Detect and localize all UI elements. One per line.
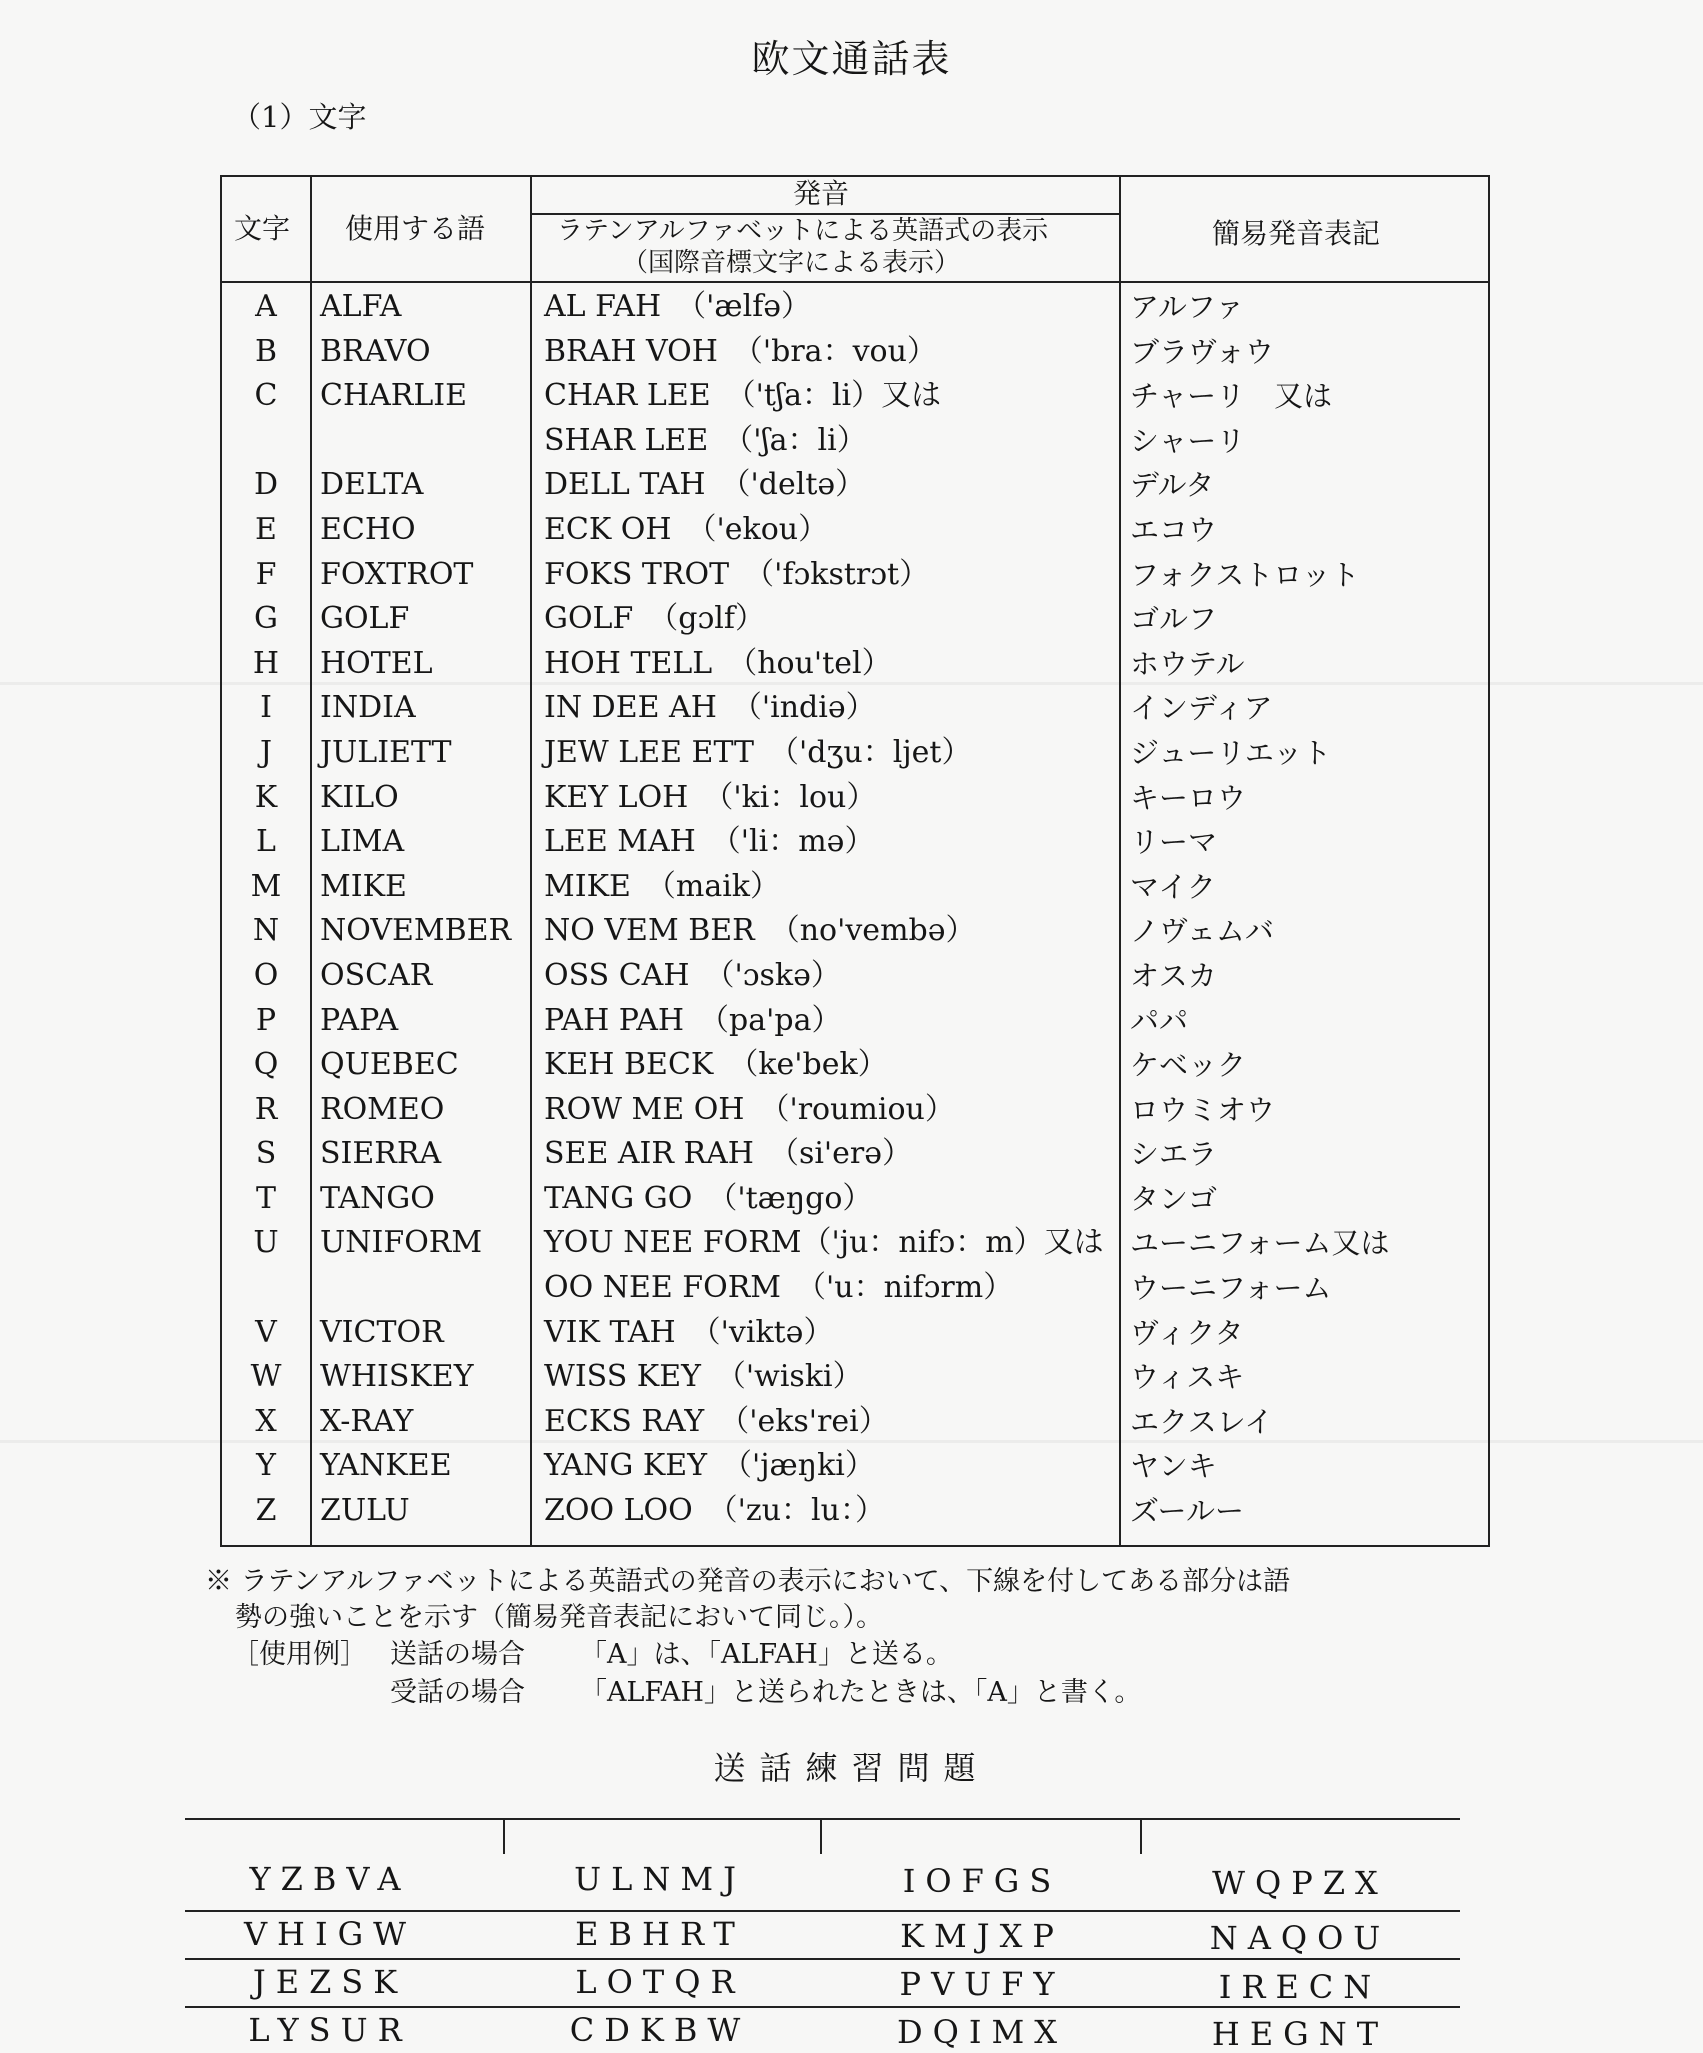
simplified-cell: ウィスキ — [1130, 1360, 1245, 1395]
table-row — [222, 1266, 1488, 1311]
pronunciation-cell: NO VEM BER （no'vembə） — [544, 913, 976, 949]
header-divider — [222, 281, 1488, 283]
word-cell: NOVEMBER — [320, 913, 512, 949]
simplified-cell: キーロウ — [1130, 780, 1247, 815]
receive-case-label: 受話の場合 — [390, 1677, 525, 1708]
table-row — [222, 1221, 1488, 1266]
letter-cell: U — [253, 1225, 279, 1261]
practice-rule — [185, 2006, 1460, 2008]
word-cell: OSCAR — [320, 957, 433, 993]
pronunciation-cell: HOH TELL （hou'tel） — [544, 645, 892, 681]
word-cell: YANKEE — [320, 1448, 452, 1484]
practice-cell: WQPZX — [1212, 1864, 1388, 1902]
letter-cell: J — [259, 734, 273, 770]
send-case-text: 「A」は、「ALFAH」と送る。 — [580, 1639, 953, 1670]
practice-cell: NAQOU — [1209, 1919, 1391, 1957]
letter-cell: O — [253, 957, 279, 993]
practice-cell: ULNMJ — [574, 1860, 746, 1898]
simplified-cell: ゴルフ — [1130, 602, 1218, 637]
letter-cell: A — [255, 289, 277, 324]
footnote-line: 勢の強いことを示す（簡易発音表記において同じ。）。 — [235, 1602, 883, 1633]
simplified-cell: パパ — [1130, 1003, 1189, 1038]
pronunciation-cell: ECKS RAY （'eks'rei） — [544, 1403, 889, 1439]
practice-cell: VHIGW — [243, 1915, 417, 1953]
table-row — [222, 597, 1488, 642]
pronunciation-cell: FOKS TROT （'fɔkstrɔt） — [544, 556, 930, 592]
simplified-cell: インディア — [1130, 691, 1273, 726]
word-cell: SIERRA — [320, 1136, 442, 1172]
practice-cell: CDKBW — [569, 2011, 751, 2049]
header-pronunciation: 発音 — [793, 177, 850, 210]
table-row — [222, 419, 1488, 464]
word-cell: CHARLIE — [320, 378, 468, 414]
practice-cell: JEZSK — [252, 1963, 408, 2001]
simplified-cell: ジューリエット — [1130, 735, 1332, 770]
letter-cell: S — [255, 1136, 277, 1172]
practice-cell: IOFGS — [902, 1862, 1062, 1900]
word-cell: INDIA — [320, 690, 416, 726]
pronunciation-cell: JEW LEE ETT （'dʒu：ljet） — [544, 734, 972, 770]
simplified-cell: エコウ — [1130, 512, 1218, 547]
footnote-line: ※ ラテンアルファベットによる英語式の発音の表示において、下線を付してある部分は語 — [205, 1566, 1291, 1597]
simplified-cell: ヤンキ — [1130, 1449, 1217, 1484]
header-simplified: 簡易発音表記 — [1212, 217, 1381, 250]
table-body — [222, 285, 1488, 1534]
letter-cell: G — [254, 601, 278, 637]
pronunciation-cell: KEY LOH （'ki：lou） — [544, 779, 877, 815]
practice-cell: LOTQR — [575, 1963, 745, 2001]
pronunciation-cell: LEE MAH （'li：mə） — [544, 824, 875, 860]
simplified-cell: タンゴ — [1130, 1181, 1218, 1216]
pronunciation-cell: ZOO LOO （'zu：lu：） — [544, 1493, 885, 1529]
section-label: （1）文字 — [232, 100, 367, 134]
letter-cell: W — [250, 1359, 282, 1395]
table-row — [222, 463, 1488, 508]
table-row — [222, 1311, 1488, 1356]
simplified-cell: ケベック — [1130, 1048, 1247, 1083]
simplified-cell: アルファ — [1130, 290, 1245, 324]
practice-cell: LYSUR — [248, 2011, 412, 2049]
practice-cell: EBHRT — [575, 1915, 745, 1953]
table-row — [222, 553, 1488, 598]
table-row — [222, 1444, 1488, 1489]
table-row — [222, 686, 1488, 731]
word-cell: JULIETT — [320, 734, 452, 770]
practice-cell: DQIMX — [896, 2013, 1068, 2051]
header-pronunciation-ipa: （国際音標文字による表示） — [622, 248, 961, 278]
receive-case-text: 「ALFAH」と送られたときは、「A」と書く。 — [580, 1677, 1142, 1708]
simplified-cell: シエラ — [1130, 1137, 1218, 1172]
footnote — [205, 1564, 1505, 1636]
letter-cell: M — [250, 868, 282, 904]
pronunciation-cell: ROW ME OH （'roumiou） — [544, 1091, 955, 1127]
letter-cell: V — [255, 1314, 277, 1350]
pronunciation-cell: YOU NEE FORM（'ju：nifɔ：m）又は — [544, 1225, 1104, 1261]
simplified-cell: ロウミオウ — [1130, 1092, 1276, 1127]
simplified-cell: シャーリ — [1130, 423, 1246, 458]
letter-cell: X — [255, 1403, 277, 1439]
letter-cell: N — [252, 913, 280, 949]
pronunciation-cell: PAH PAH （pa'pa） — [544, 1002, 842, 1038]
table-row — [222, 1355, 1488, 1400]
practice-cell: KMJXP — [900, 1917, 1064, 1955]
header-pronunciation-latin: ラテンアルファベットによる英語式の表示 — [557, 216, 1049, 246]
letter-cell: T — [255, 1180, 276, 1216]
pronunciation-cell: WISS KEY （'wiski） — [544, 1359, 863, 1395]
practice-title: 送話練習問題 — [713, 1749, 990, 1787]
word-cell: BRAVO — [320, 333, 431, 369]
word-cell: GOLF — [320, 601, 410, 637]
pronunciation-cell: BRAH VOH （'bra：vou） — [544, 333, 937, 369]
letter-cell: K — [254, 779, 278, 815]
word-cell: KILO — [320, 779, 399, 815]
simplified-cell: チャーリ 又は — [1130, 379, 1333, 414]
word-cell: MIKE — [320, 868, 407, 904]
letter-cell: P — [255, 1002, 277, 1038]
practice-column-tick — [503, 1820, 505, 1854]
table-row — [222, 1088, 1488, 1133]
letter-cell: Y — [256, 1448, 276, 1484]
practice-rule — [185, 1910, 1460, 1912]
table-row — [222, 865, 1488, 910]
simplified-cell: マイク — [1130, 869, 1216, 904]
pronunciation-cell: DELL TAH （'deltə） — [544, 467, 866, 503]
table-row — [222, 1177, 1488, 1222]
practice-rule — [185, 1958, 1460, 1960]
pronunciation-cell: YANG KEY （'jæŋki） — [544, 1448, 875, 1484]
table-row — [222, 954, 1488, 999]
table-row — [222, 1043, 1488, 1088]
word-cell: QUEBEC — [320, 1047, 459, 1083]
pronunciation-cell: IN DEE AH （'indiə） — [544, 690, 876, 726]
simplified-cell: ズールー — [1130, 1494, 1244, 1529]
pronunciation-cell: TANG GO （'tæŋgo） — [544, 1180, 873, 1216]
letter-cell: R — [254, 1091, 278, 1127]
word-cell: WHISKEY — [320, 1359, 474, 1395]
pronunciation-cell: VIK TAH （'viktə） — [544, 1314, 834, 1350]
pronunciation-cell: OSS CAH （'ɔskə） — [544, 957, 841, 993]
pronunciation-cell: AL FAH （'ælfə） — [544, 289, 812, 324]
table-row — [222, 285, 1488, 330]
practice-cell: IRECN — [1218, 1968, 1382, 2006]
table-row — [222, 909, 1488, 954]
word-cell: ROMEO — [320, 1091, 445, 1127]
pronunciation-cell: ECK OH （'ekou） — [544, 511, 829, 547]
practice-cell: HEGNT — [1211, 2015, 1389, 2053]
letter-cell: H — [252, 645, 280, 681]
page-title: 欧文通話表 — [751, 37, 952, 81]
table-row — [222, 374, 1488, 419]
simplified-cell: リーマ — [1130, 825, 1218, 860]
word-cell: FOXTROT — [320, 556, 474, 592]
word-cell: VICTOR — [320, 1314, 444, 1350]
practice-column-tick — [1140, 1820, 1142, 1854]
table-row — [222, 1400, 1488, 1445]
simplified-cell: ユーニフォーム又は — [1130, 1226, 1390, 1261]
simplified-cell: ノヴェムバ — [1130, 914, 1274, 949]
phonetic-table — [220, 175, 1490, 1547]
practice-column-tick — [820, 1820, 822, 1854]
header-letter: 文字 — [234, 212, 291, 245]
table-row — [222, 330, 1488, 375]
simplified-cell: オスカ — [1130, 958, 1217, 993]
simplified-cell: フォクストロット — [1130, 557, 1360, 592]
simplified-cell: ウーニフォーム — [1130, 1271, 1332, 1306]
usage-example-label: ［使用例］ — [232, 1639, 367, 1670]
header-word: 使用する語 — [345, 212, 486, 245]
letter-cell: C — [254, 378, 278, 414]
letter-cell: L — [256, 824, 276, 860]
letter-cell: I — [260, 690, 272, 726]
letter-cell: E — [255, 511, 277, 547]
word-cell: ZULU — [320, 1493, 410, 1529]
letter-cell: Z — [255, 1493, 277, 1529]
simplified-cell: エクスレイ — [1130, 1404, 1274, 1439]
practice-cell: PVUFY — [899, 1965, 1065, 2003]
simplified-cell: デルタ — [1130, 468, 1215, 503]
practice-rule — [185, 1818, 1460, 1820]
word-cell: UNIFORM — [320, 1225, 483, 1261]
simplified-cell: ホウテル — [1130, 646, 1245, 681]
word-cell: X-RAY — [320, 1403, 414, 1439]
word-cell: TANGO — [320, 1180, 435, 1216]
pronunciation-cell: SEE AIR RAH （si'erə） — [544, 1136, 913, 1172]
header-divider — [530, 213, 1121, 215]
word-cell: PAPA — [320, 1002, 399, 1038]
pronunciation-cell: OO NEE FORM （'u：nifɔrm） — [544, 1270, 1014, 1306]
simplified-cell: ヴィクタ — [1130, 1315, 1244, 1350]
letter-cell: D — [253, 467, 279, 503]
letter-cell: B — [254, 333, 278, 369]
word-cell: LIMA — [320, 824, 405, 860]
word-cell: ALFA — [320, 289, 402, 324]
word-cell: HOTEL — [320, 645, 433, 681]
practice-cell: YZBVA — [249, 1860, 411, 1898]
simplified-cell: ブラヴォウ — [1130, 334, 1274, 369]
table-row — [222, 508, 1488, 553]
table-row — [222, 1489, 1488, 1534]
pronunciation-cell: CHAR LEE （'tʃa：li）又は — [544, 378, 942, 414]
letter-cell: Q — [253, 1047, 279, 1083]
word-cell: DELTA — [320, 467, 424, 503]
letter-cell: F — [255, 556, 277, 592]
word-cell: ECHO — [320, 511, 416, 547]
table-row — [222, 776, 1488, 821]
pronunciation-cell: KEH BECK （ke'bek） — [544, 1047, 888, 1083]
table-row — [222, 1132, 1488, 1177]
table-row — [222, 731, 1488, 776]
pronunciation-cell: SHAR LEE （'ʃa：li） — [544, 422, 867, 458]
send-case-label: 送話の場合 — [390, 1639, 525, 1670]
table-row — [222, 820, 1488, 865]
pronunciation-cell: MIKE （maik） — [544, 868, 780, 904]
table-row — [222, 642, 1488, 687]
table-row — [222, 999, 1488, 1044]
pronunciation-cell: GOLF （gɔlf） — [544, 601, 766, 637]
